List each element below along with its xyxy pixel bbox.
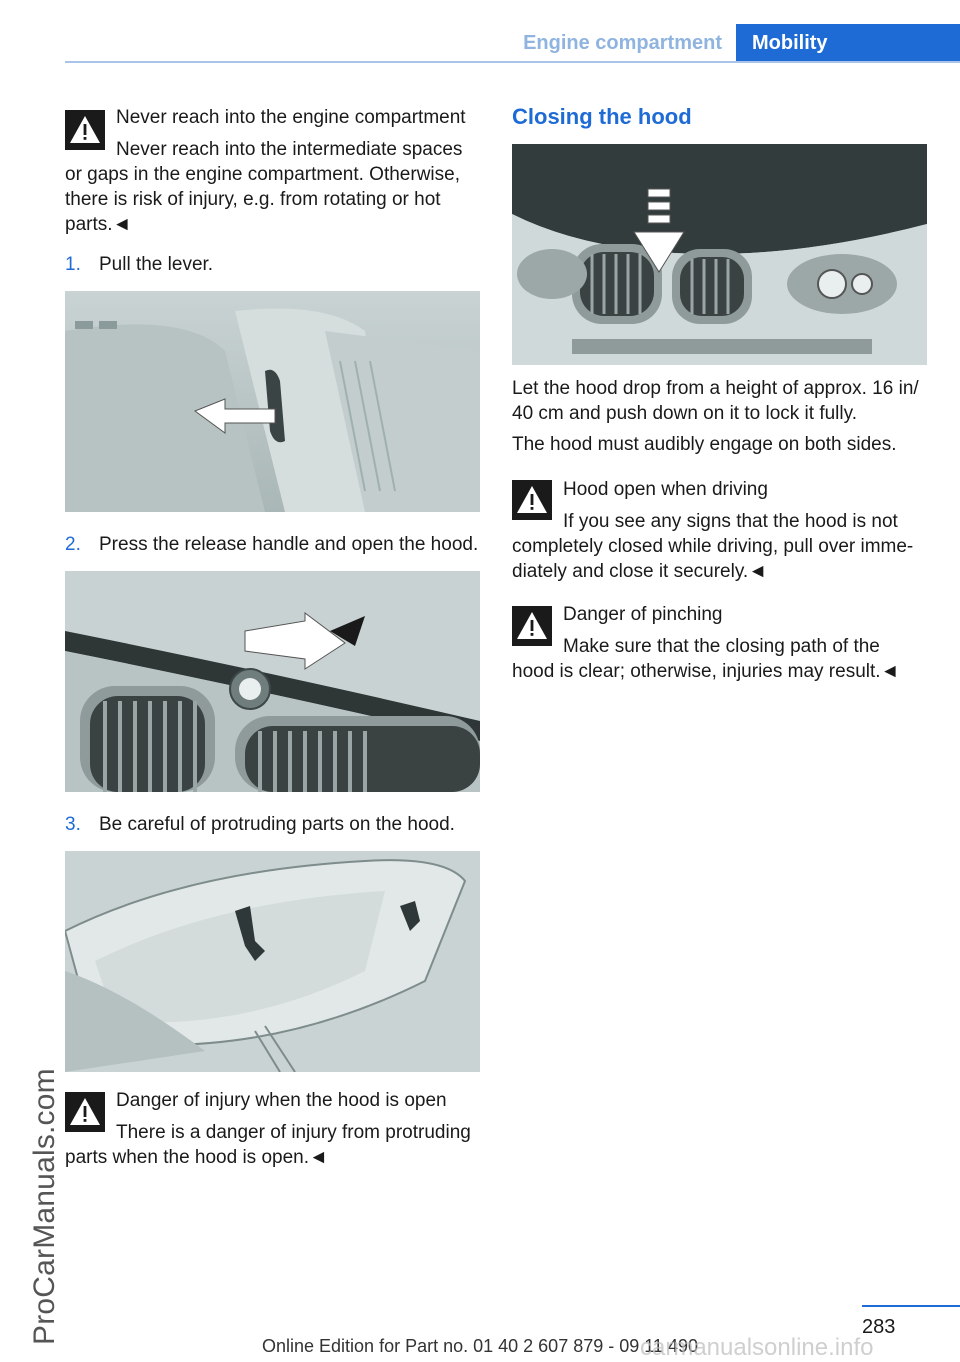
- step-text: Be careful of protruding parts on the hood.: [99, 814, 455, 835]
- warning4-text-line: Make sure that the closing path of the: [563, 636, 880, 657]
- warning3-title: Hood open when driving: [563, 479, 768, 500]
- closing-instructions-line: Let the hood drop from a height of approx. 16 in/: [512, 378, 919, 399]
- warning3-text-line: completely closed while driving, pull over imme‐: [512, 536, 914, 557]
- step-text: Pull the lever.: [99, 254, 214, 275]
- header-section-title: Engine compartment: [523, 32, 722, 54]
- footer-watermark: carmanualsonline.info: [640, 1334, 874, 1361]
- step-number: 2.: [65, 534, 81, 555]
- warning4-title: Danger of pinching: [563, 604, 723, 625]
- warning2-title: Danger of injury when the hood is open: [116, 1090, 447, 1111]
- warning1-text-line: there is risk of injury, e.g. from rotating or hot: [65, 189, 441, 210]
- warning1-text-line: or gaps in the engine compartment. Otherwise,: [65, 164, 460, 185]
- warning4-text-line: hood is clear; otherwise, injuries may result.◄: [512, 661, 900, 682]
- warning2-text-line: parts when the hood is open.◄: [65, 1147, 328, 1168]
- warning-icon: [65, 110, 105, 150]
- step-number: 1.: [65, 254, 81, 275]
- closing-instructions-line: 40 cm and push down on it to lock it fully.: [512, 403, 857, 424]
- engage-note: The hood must audibly engage on both sides.: [512, 434, 897, 455]
- side-watermark: ProCarManuals.com: [28, 1068, 61, 1345]
- warning1-text-line: parts.◄: [65, 214, 132, 235]
- step-number: 3.: [65, 814, 81, 835]
- page-number-rule: [862, 1305, 960, 1307]
- warning2-text-line: There is a danger of injury from protruding: [116, 1122, 471, 1143]
- edition-footer: Online Edition for Part no. 01 40 2 607 879 - 09 11 490: [262, 1336, 698, 1356]
- header-chapter-tab[interactable]: Mobility: [736, 24, 960, 62]
- header-rule: [65, 61, 960, 63]
- warning-icon: [512, 606, 552, 646]
- section-heading: Closing the hood: [512, 104, 692, 129]
- release-handle-photo: [65, 571, 480, 792]
- warning1-title: Never reach into the engine compartment: [116, 107, 466, 128]
- warning-icon: [512, 480, 552, 520]
- warning3-text-line: If you see any signs that the hood is not: [563, 511, 898, 532]
- lever-photo: [65, 291, 480, 512]
- page-number: 283: [862, 1316, 896, 1338]
- warning1-text-line: Never reach into the intermediate spaces: [116, 139, 463, 160]
- warning3-text-line: diately and close it securely.◄: [512, 561, 768, 582]
- step-text: Press the release handle and open the hood.: [99, 534, 479, 555]
- closing-hood-photo: [512, 144, 927, 365]
- warning-icon: [65, 1092, 105, 1132]
- hood-underside-photo: [65, 851, 480, 1072]
